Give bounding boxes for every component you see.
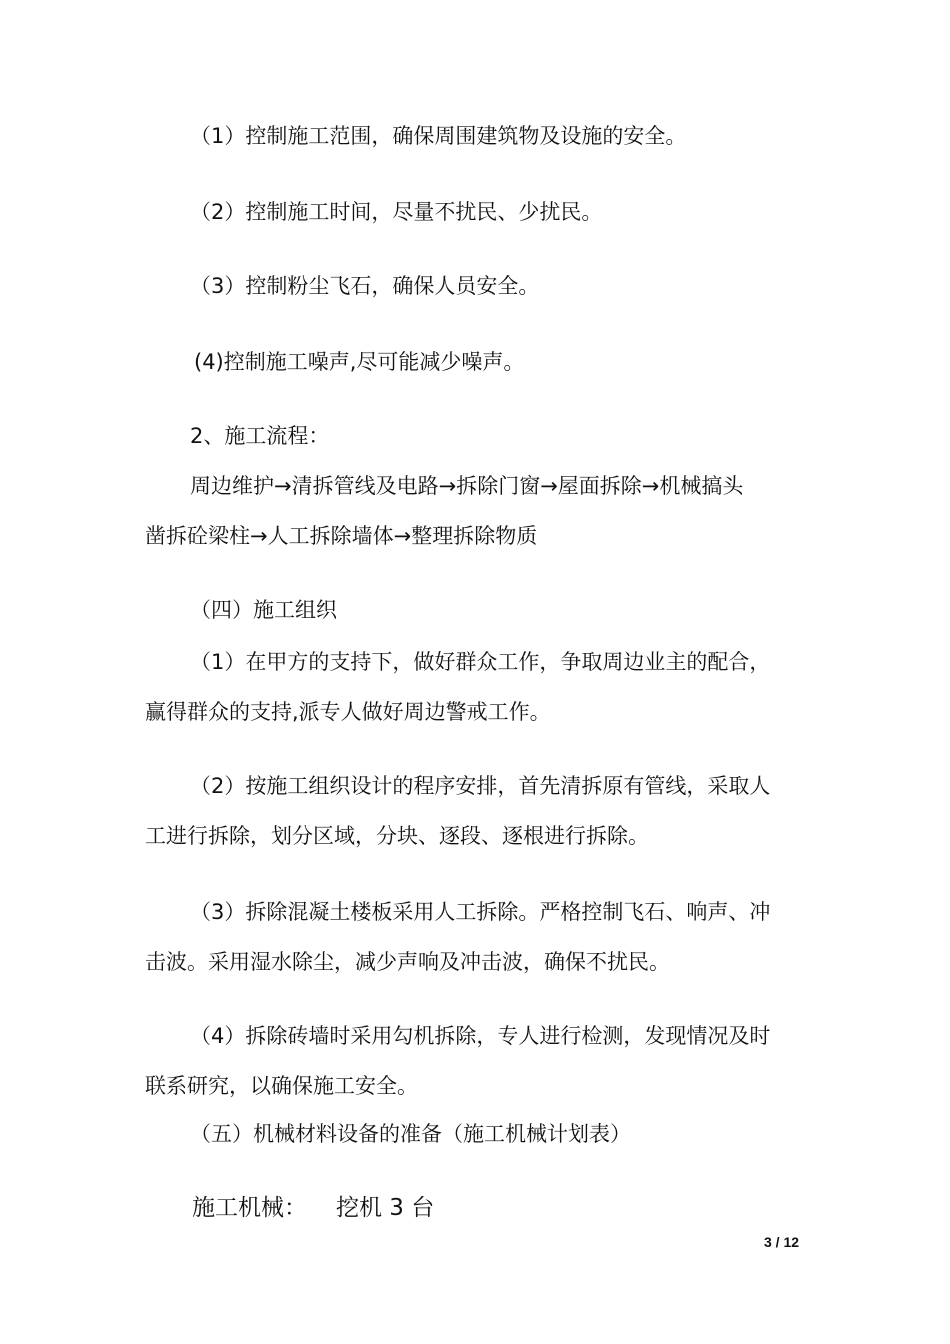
- text-line: （1）在甲方的支持下，做好群众工作，争取周边业主的配合，: [190, 650, 771, 674]
- text-line: （3）控制粉尘飞石，确保人员安全。: [190, 274, 540, 298]
- text-line: （2）按施工组织设计的程序安排，首先清拆原有管线，采取人: [190, 774, 771, 798]
- text-line: （4）拆除砖墙时采用勾机拆除，专人进行检测，发现情况及时: [190, 1024, 771, 1048]
- text-line: （3）拆除混凝土楼板采用人工拆除。严格控制飞石、响声、冲: [190, 900, 771, 924]
- text-line: 击波。采用湿水除尘，减少声响及冲击波，确保不扰民。: [145, 950, 670, 974]
- text-line: 工进行拆除，划分区域，分块、逐段、逐根进行拆除。: [145, 824, 649, 848]
- text-line: （2）控制施工时间，尽量不扰民、少扰民。: [190, 200, 603, 224]
- text-line: 凿拆砼梁柱→人工拆除墙体→整理拆除物质: [145, 524, 538, 548]
- text-line: 联系研究，以确保施工安全。: [145, 1074, 418, 1098]
- section-heading: （五）机械材料设备的准备（施工机械计划表）: [190, 1122, 631, 1146]
- text-line: （1）控制施工范围，确保周围建筑物及设施的安全。: [190, 124, 687, 148]
- machinery-value: 挖机 3 台: [336, 1195, 435, 1221]
- text-line: (4)控制施工噪声,尽可能减少噪声。: [194, 350, 525, 374]
- page-number: 3 / 12: [764, 1234, 800, 1250]
- text-line: 周边维护→清拆管线及电路→拆除门窗→屋面拆除→机械搞头: [190, 474, 744, 498]
- machinery-label: 施工机械：: [192, 1195, 307, 1221]
- text-line: 赢得群众的支持,派专人做好周边警戒工作。: [145, 700, 551, 724]
- section-heading: 2、施工流程：: [190, 424, 330, 448]
- section-heading: （四）施工组织: [190, 598, 337, 622]
